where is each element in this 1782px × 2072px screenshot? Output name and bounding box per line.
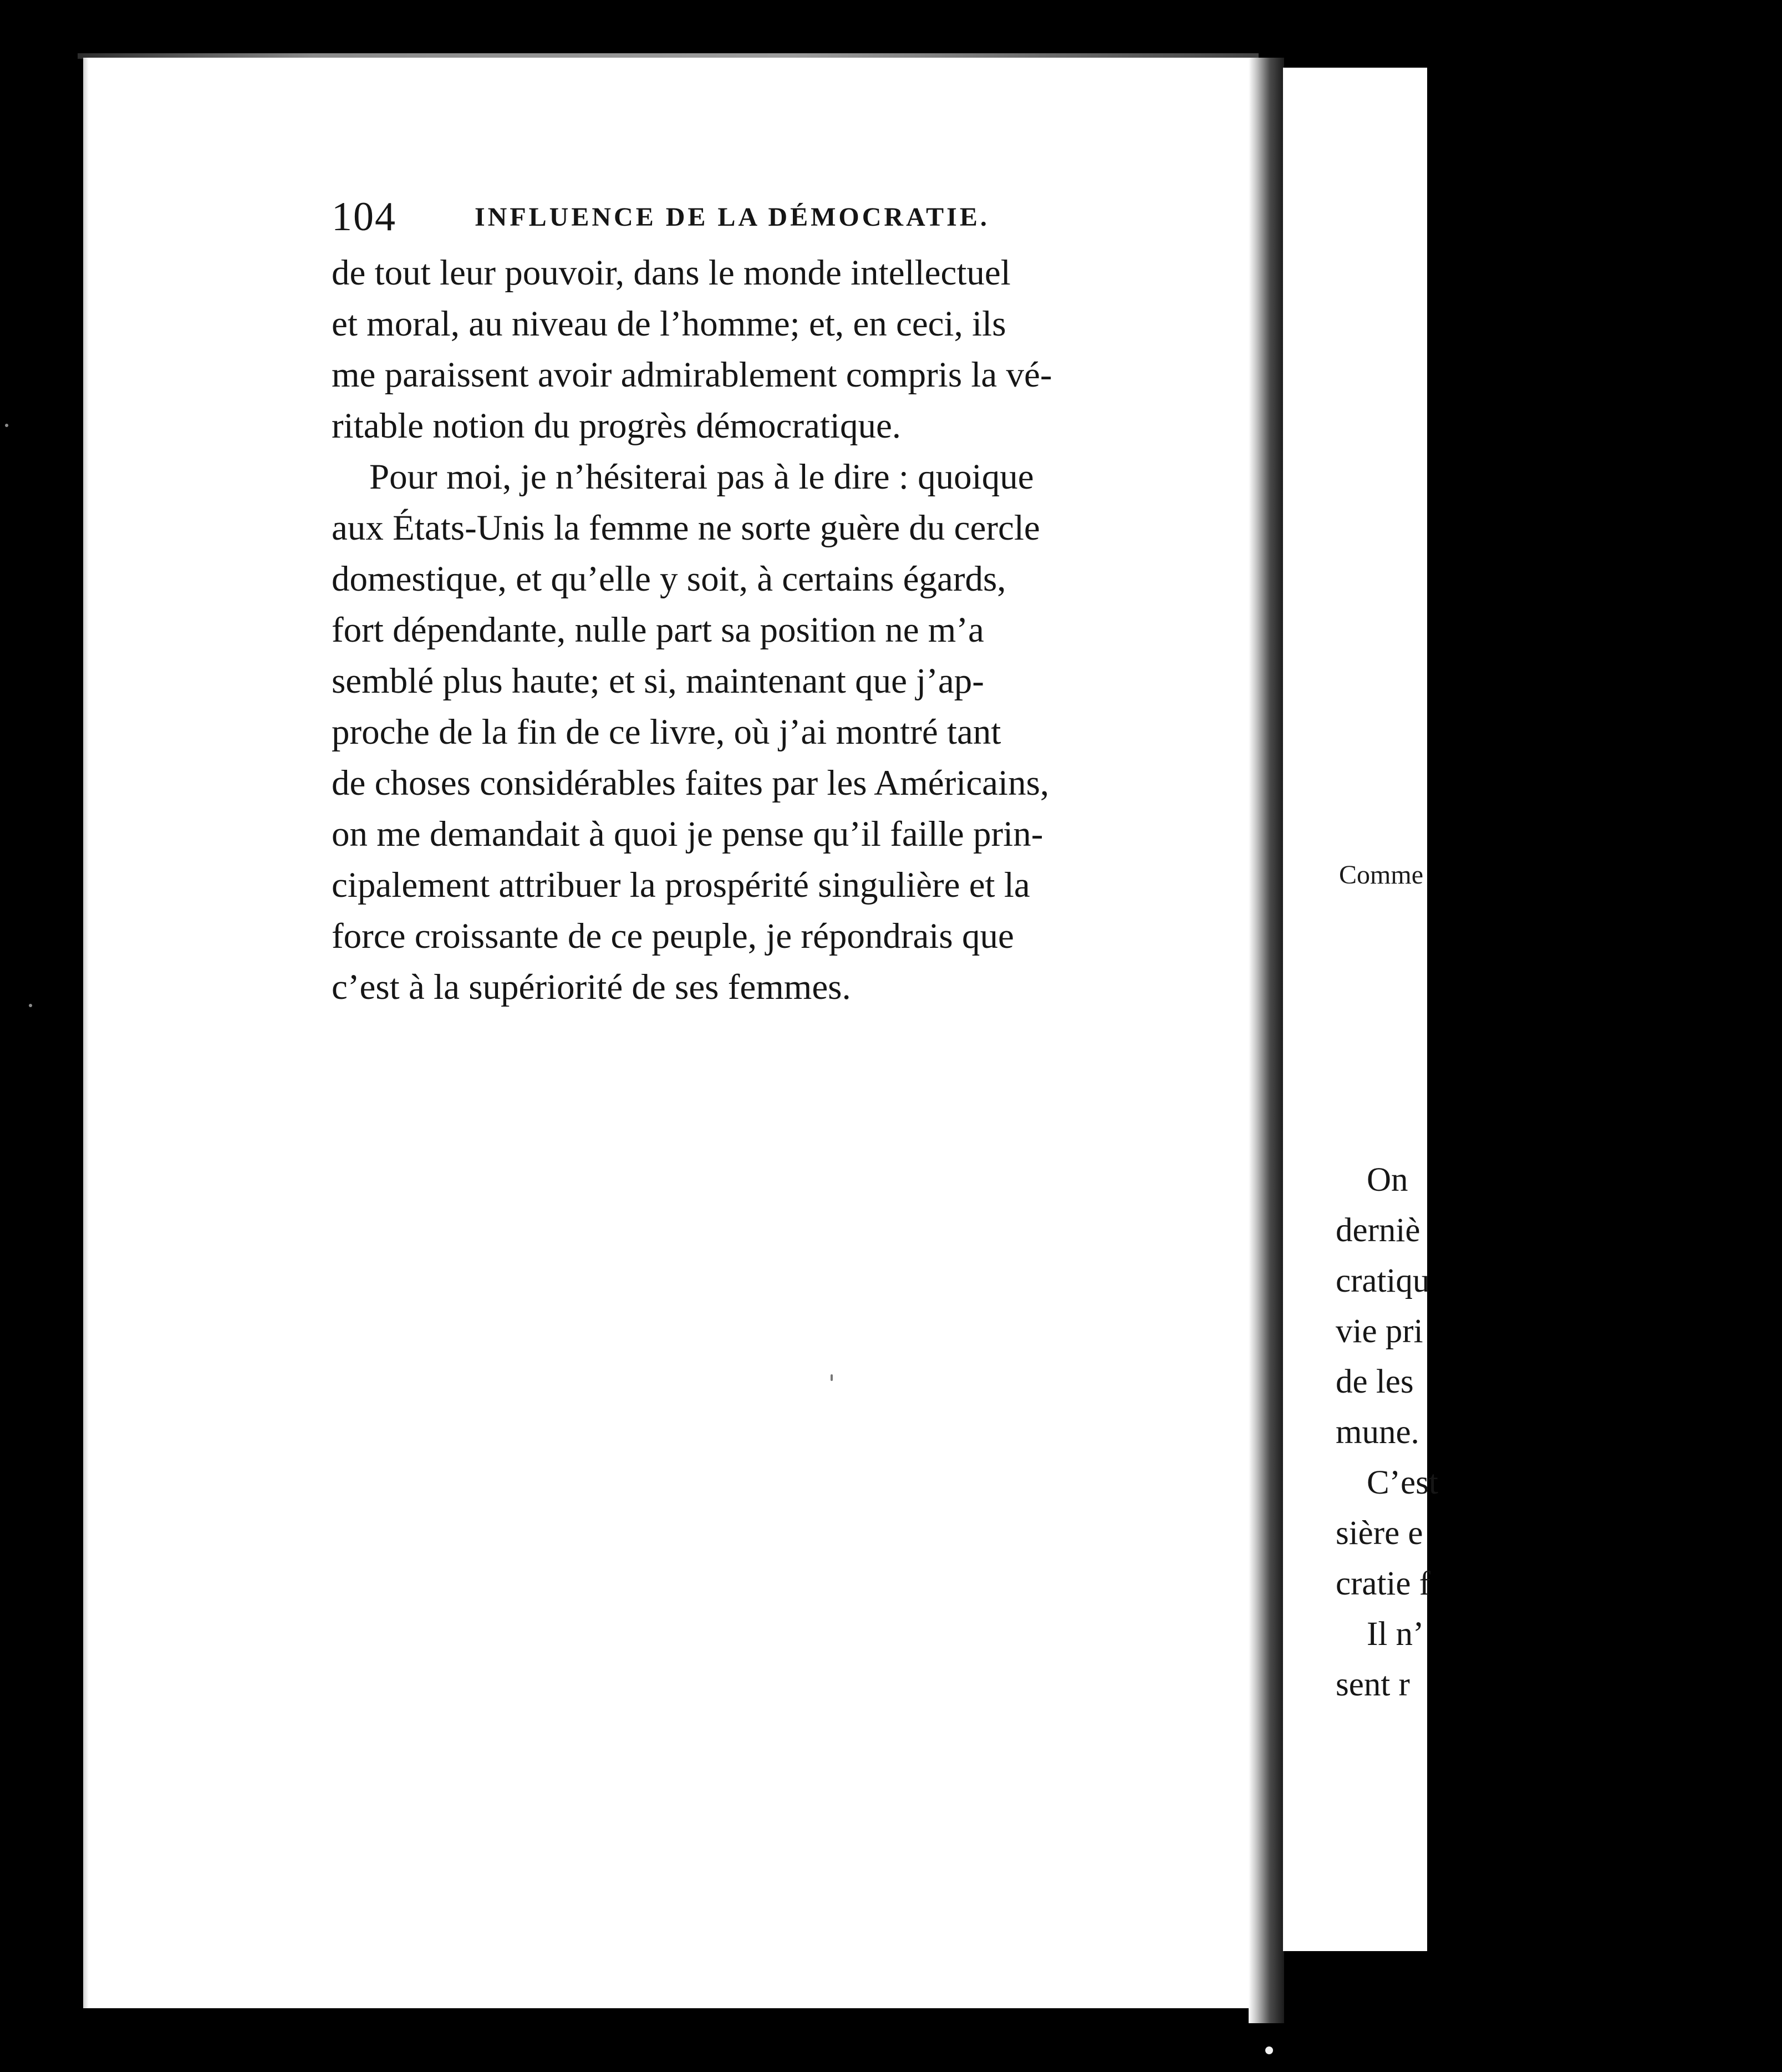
text-line: ritable notion du progrès démocratique.: [332, 406, 902, 446]
right-text-line: On: [1367, 1161, 1408, 1198]
page-header: [332, 186, 1130, 247]
text-line: et moral, au niveau de l’homme; et, en ceci, ils: [332, 304, 1006, 344]
text-line: proche de la fin de ce livre, où j’ai montré tant: [332, 712, 1001, 752]
left-page-edge: [83, 58, 89, 2008]
text-line: semblé plus haute; et si, maintenant que j’ap-: [332, 661, 984, 701]
text-line: de tout leur pouvoir, dans le monde intellectuel: [332, 253, 1011, 293]
text-line: on me demandait à quoi je pense qu’il faille prin-: [332, 814, 1043, 854]
right-text-line: mune.: [1336, 1414, 1419, 1451]
right-text-line: vie pri: [1336, 1313, 1423, 1350]
text-line: domestique, et qu’elle y soit, à certains égards,: [332, 559, 1006, 599]
scan-dust-mark: [1265, 2046, 1273, 2054]
right-text-line: cratie f: [1336, 1565, 1430, 1602]
text-line: cipalement attribuer la prospérité singulière et la: [332, 865, 1030, 905]
page-number: 104: [332, 194, 396, 240]
right-page-heading-fragment: Comme: [1339, 860, 1423, 890]
text-line: aux États-Unis la femme ne sorte guère du cercle: [332, 508, 1040, 548]
scan-dust-mark: [29, 1004, 32, 1007]
right-book-page: [1283, 68, 1438, 1951]
scan-dust-mark: [5, 424, 8, 427]
right-text-line: cratiqu: [1336, 1262, 1430, 1299]
right-text-line: sent r: [1336, 1666, 1410, 1703]
right-text-line: Il n’: [1367, 1616, 1424, 1653]
text-line: c’est à la supériorité de ses femmes.: [332, 967, 851, 1007]
right-text-line: de les: [1336, 1363, 1414, 1400]
scan-dust-mark: [831, 1374, 833, 1381]
text-line: de choses considérables faites par les Américains,: [332, 763, 1050, 803]
right-text-line: sière e: [1336, 1515, 1423, 1552]
text-line: fort dépendante, nulle part sa position ne m’a: [332, 610, 984, 650]
right-text-line: C’est: [1367, 1464, 1438, 1501]
book-spine-shadow: [1249, 58, 1284, 2023]
text-line: Pour moi, je n’hésiterai pas à le dire : quoique: [369, 457, 1034, 497]
right-text-line: derniè: [1336, 1212, 1420, 1249]
text-line: force croissante de ce peuple, je répondrais que: [332, 916, 1014, 956]
text-line: me paraissent avoir admirablement compris la vé-: [332, 355, 1052, 395]
running-head: INFLUENCE DE LA DÉMOCRATIE.: [475, 202, 990, 232]
